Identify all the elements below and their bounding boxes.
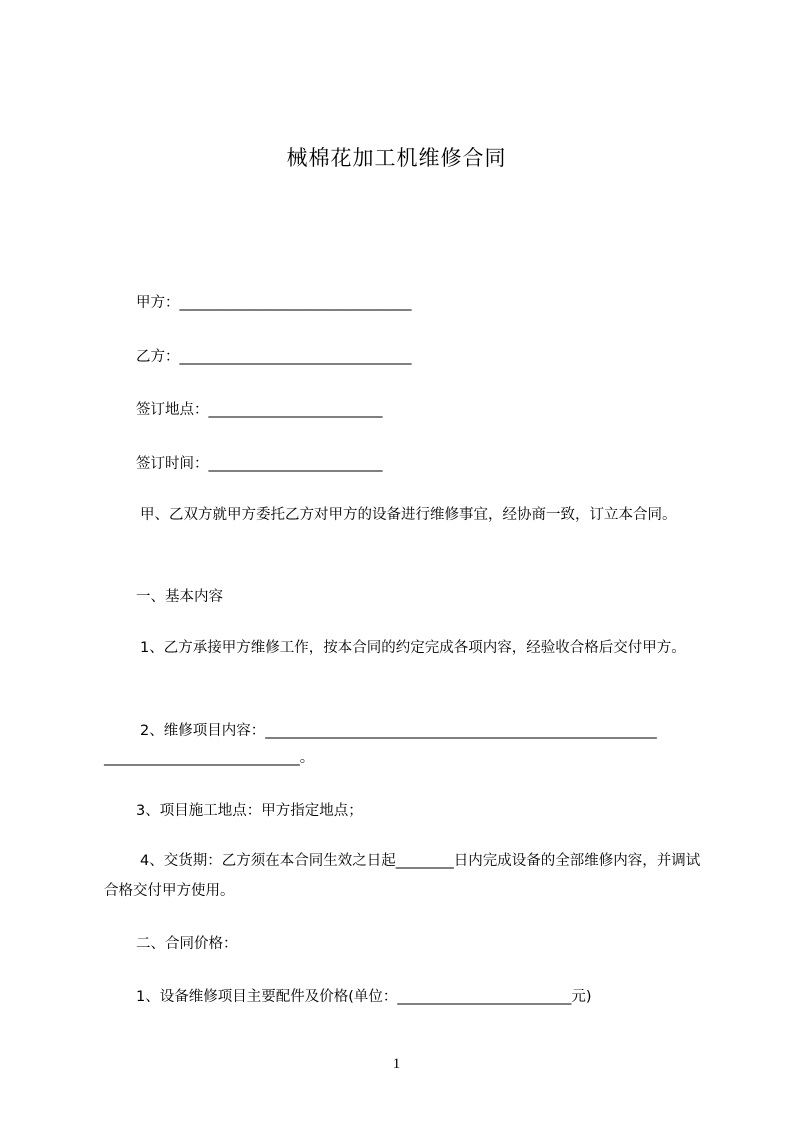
clause-2-1: 1、设备维修项目主要配件及价格(单位：________________________元) [136,989,592,1005]
section-heading-basic: 一、基本内容 [136,589,223,605]
intro-paragraph: 甲、乙双方就甲方委托乙方对甲方的设备进行维修事宜，经协商一致，订立本合同。 [140,507,677,523]
clause-1-4: 4、交货期：乙方须在本合同生效之日起________日内完成设备的全部维修内容，并调试合格交付甲方使用。 [104,853,701,899]
clause-1-2-line2: ___________________________。 [104,750,315,766]
section-heading-price: 二、合同价格： [136,936,238,952]
clause-1-3: 3、项目施工地点：甲方指定地点； [136,803,363,819]
party-b-line: 乙方：________________________________ [136,349,412,365]
page-number: 1 [392,1056,401,1072]
sign-time-line: 签订时间：________________________ [136,456,383,472]
party-a-line: 甲方：________________________________ [136,295,412,311]
contract-title: 械棉花加工机维修合同 [286,146,507,170]
clause-1-1: 1、乙方承接甲方维修工作，按本合同的约定完成各项内容，经验收合格后交付甲方。 [140,640,686,656]
clause-1-2-line1: 2、维修项目内容：______________________________________________________ [140,723,657,739]
sign-place-line: 签订地点：________________________ [136,402,383,418]
